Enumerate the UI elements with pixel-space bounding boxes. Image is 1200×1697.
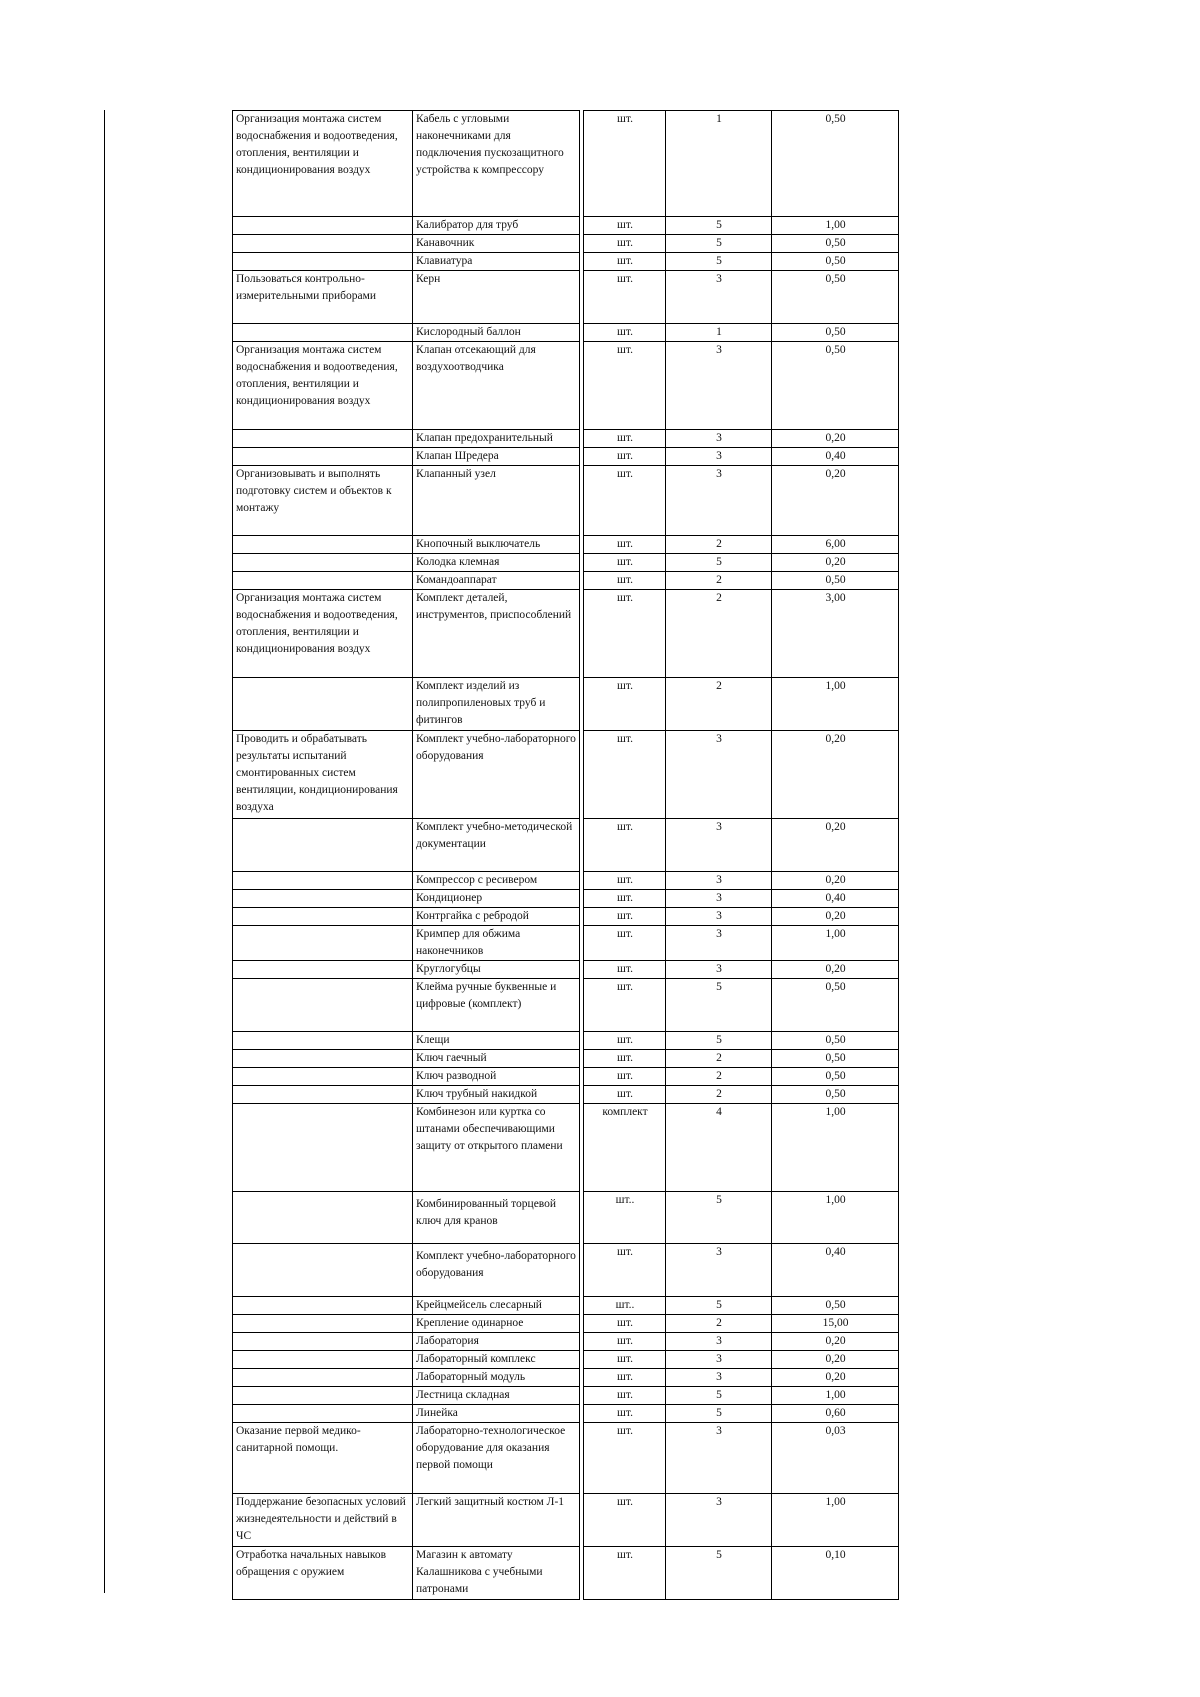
item-name-cell: Крепление одинарное [413, 1315, 580, 1333]
table-row [233, 731, 899, 819]
table-row [233, 908, 899, 926]
unit-cell: шт. [584, 1333, 666, 1351]
activity-cell [233, 217, 413, 235]
item-name-cell: Комплект изделий из полипропиленовых труб и фитингов [413, 678, 580, 731]
unit-cell: шт. [584, 342, 666, 430]
table-row [233, 979, 899, 1032]
quantity-cell: 3 [666, 466, 772, 536]
quantity-cell: 3 [666, 342, 772, 430]
unit-cell: шт. [584, 731, 666, 819]
table-row [233, 1192, 899, 1244]
item-name-cell: Канавочник [413, 235, 580, 253]
norm-cell: 6,00 [772, 536, 899, 554]
unit-cell: шт. [584, 554, 666, 572]
quantity-cell: 3 [666, 961, 772, 979]
norm-cell: 0,20 [772, 1369, 899, 1387]
activity-cell: Поддержание безопасных условий жизнедеятельности и действий в ЧС [233, 1494, 413, 1547]
table-row [233, 217, 899, 235]
quantity-cell: 2 [666, 536, 772, 554]
item-name-cell: Клапанный узел [413, 466, 580, 536]
table-row [233, 1494, 899, 1547]
norm-cell: 0,20 [772, 1333, 899, 1351]
quantity-cell: 2 [666, 1050, 772, 1068]
unit-cell: шт. [584, 590, 666, 678]
norm-cell: 0,40 [772, 890, 899, 908]
quantity-cell: 3 [666, 1351, 772, 1369]
table-row [233, 536, 899, 554]
table-row [233, 590, 899, 678]
quantity-cell: 3 [666, 890, 772, 908]
norm-cell: 0,20 [772, 872, 899, 890]
table-row [233, 1104, 899, 1192]
table-row [233, 554, 899, 572]
activity-cell: Организовывать и выполнять подготовку систем и объектов к монтажу [233, 466, 413, 536]
quantity-cell: 5 [666, 1192, 772, 1244]
item-name-cell: Комплект учебно-методической документации [413, 819, 580, 872]
table-row [233, 1086, 899, 1104]
unit-cell: шт. [584, 819, 666, 872]
quantity-cell: 3 [666, 1494, 772, 1547]
activity-cell: Организация монтажа систем водоснабжения и водоотведения, отопления, вентиляции и кондиционирования воздух [233, 342, 413, 430]
unit-cell: шт. [584, 235, 666, 253]
unit-cell: шт. [584, 1494, 666, 1547]
unit-cell: шт.. [584, 1297, 666, 1315]
item-name-cell: Комбинированный торцевой ключ для кранов [413, 1192, 580, 1244]
quantity-cell: 3 [666, 271, 772, 324]
item-name-cell: Лабораторно-технологическое оборудование для оказания первой помощи [413, 1423, 580, 1494]
table-row [233, 271, 899, 324]
activity-cell [233, 324, 413, 342]
norm-cell: 0,20 [772, 819, 899, 872]
quantity-cell: 3 [666, 1369, 772, 1387]
item-name-cell: Крейцмейсель слесарный [413, 1297, 580, 1315]
norm-cell: 0,20 [772, 961, 899, 979]
table-row [233, 1369, 899, 1387]
item-name-cell: Контргайка с ребродой [413, 908, 580, 926]
item-name-cell: Кримпер для обжима наконечников [413, 926, 580, 961]
activity-cell [233, 1369, 413, 1387]
activity-cell [233, 1244, 413, 1297]
norm-cell: 0,50 [772, 235, 899, 253]
table-row [233, 1244, 899, 1297]
activity-cell [233, 1351, 413, 1369]
norm-cell: 1,00 [772, 1387, 899, 1405]
activity-cell [233, 554, 413, 572]
norm-cell: 3,00 [772, 590, 899, 678]
activity-cell [233, 1050, 413, 1068]
unit-cell: шт. [584, 430, 666, 448]
activity-cell [233, 1086, 413, 1104]
activity-cell [233, 872, 413, 890]
item-name-cell: Лабораторный модуль [413, 1369, 580, 1387]
unit-cell: шт. [584, 1315, 666, 1333]
activity-cell [233, 1192, 413, 1244]
unit-cell: шт. [584, 908, 666, 926]
norm-cell: 0,20 [772, 430, 899, 448]
item-name-cell: Комплект учебно-лабораторного оборудования [413, 1244, 580, 1297]
item-name-cell: Ключ разводной [413, 1068, 580, 1086]
norm-cell: 0,20 [772, 554, 899, 572]
unit-cell: шт. [584, 111, 666, 217]
quantity-cell: 3 [666, 872, 772, 890]
unit-cell: шт. [584, 572, 666, 590]
item-name-cell: Клапан отсекающий для воздухоотводчика [413, 342, 580, 430]
quantity-cell: 2 [666, 572, 772, 590]
norm-cell: 0,40 [772, 1244, 899, 1297]
activity-cell [233, 572, 413, 590]
unit-cell: шт. [584, 1351, 666, 1369]
item-name-cell: Калибратор для труб [413, 217, 580, 235]
activity-cell: Оказание первой медико-санитарной помощи. [233, 1423, 413, 1494]
unit-cell: шт. [584, 1405, 666, 1423]
quantity-cell: 2 [666, 1068, 772, 1086]
table-row [233, 572, 899, 590]
quantity-cell: 5 [666, 1297, 772, 1315]
unit-cell: шт. [584, 1547, 666, 1600]
norm-cell: 0,50 [772, 111, 899, 217]
quantity-cell: 5 [666, 253, 772, 271]
norm-cell: 1,00 [772, 1494, 899, 1547]
norm-cell: 0,50 [772, 1297, 899, 1315]
unit-cell: шт. [584, 1068, 666, 1086]
item-name-cell: Клапан предохранительный [413, 430, 580, 448]
quantity-cell: 5 [666, 217, 772, 235]
table-row [233, 678, 899, 731]
unit-cell: шт. [584, 217, 666, 235]
equipment-table [232, 110, 899, 1600]
item-name-cell: Колодка клемная [413, 554, 580, 572]
norm-cell: 0,50 [772, 253, 899, 271]
unit-cell: шт. [584, 1387, 666, 1405]
table-body [233, 111, 899, 1600]
quantity-cell: 3 [666, 819, 772, 872]
item-name-cell: Лаборатория [413, 1333, 580, 1351]
norm-cell: 0,40 [772, 448, 899, 466]
margin-rule [104, 110, 105, 1593]
item-name-cell: Клавиатура [413, 253, 580, 271]
item-name-cell: Легкий защитный костюм Л-1 [413, 1494, 580, 1547]
table-row [233, 1068, 899, 1086]
norm-cell: 0,50 [772, 1086, 899, 1104]
norm-cell: 0,50 [772, 1068, 899, 1086]
item-name-cell: Лестница складная [413, 1387, 580, 1405]
norm-cell: 1,00 [772, 678, 899, 731]
table-row [233, 466, 899, 536]
quantity-cell: 5 [666, 1387, 772, 1405]
item-name-cell: Круглогубцы [413, 961, 580, 979]
quantity-cell: 1 [666, 111, 772, 217]
table-row [233, 342, 899, 430]
quantity-cell: 5 [666, 1405, 772, 1423]
item-name-cell: Клейма ручные буквенные и цифровые (комплект) [413, 979, 580, 1032]
norm-cell: 0,20 [772, 1351, 899, 1369]
item-name-cell: Ключ гаечный [413, 1050, 580, 1068]
norm-cell: 1,00 [772, 1104, 899, 1192]
table-row [233, 448, 899, 466]
item-name-cell: Линейка [413, 1405, 580, 1423]
unit-cell: шт. [584, 1369, 666, 1387]
activity-cell [233, 819, 413, 872]
table-row [233, 1351, 899, 1369]
table-row [233, 1423, 899, 1494]
norm-cell: 0,20 [772, 466, 899, 536]
norm-cell: 0,10 [772, 1547, 899, 1600]
item-name-cell: Лабораторный комплекс [413, 1351, 580, 1369]
norm-cell: 15,00 [772, 1315, 899, 1333]
activity-cell [233, 678, 413, 731]
item-name-cell: Кислородный баллон [413, 324, 580, 342]
activity-cell: Отработка начальных навыков обращения с оружием [233, 1547, 413, 1600]
quantity-cell: 2 [666, 1315, 772, 1333]
table-row [233, 1547, 899, 1600]
norm-cell: 0,03 [772, 1423, 899, 1494]
norm-cell: 0,60 [772, 1405, 899, 1423]
quantity-cell: 3 [666, 1244, 772, 1297]
table-row [233, 430, 899, 448]
quantity-cell: 5 [666, 554, 772, 572]
activity-cell [233, 961, 413, 979]
activity-cell: Проводить и обрабатывать результаты испытаний смонтированных систем вентиляции, кондиционирования воздуха [233, 731, 413, 819]
quantity-cell: 5 [666, 979, 772, 1032]
table-row [233, 1387, 899, 1405]
unit-cell: шт. [584, 448, 666, 466]
table-row [233, 961, 899, 979]
quantity-cell: 3 [666, 1333, 772, 1351]
unit-cell: шт. [584, 271, 666, 324]
table-row [233, 1315, 899, 1333]
norm-cell: 0,50 [772, 572, 899, 590]
activity-cell [233, 1104, 413, 1192]
quantity-cell: 5 [666, 235, 772, 253]
quantity-cell: 3 [666, 448, 772, 466]
activity-cell: Организация монтажа систем водоснабжения и водоотведения, отопления, вентиляции и кондиционирования воздух [233, 590, 413, 678]
activity-cell [233, 1387, 413, 1405]
norm-cell: 0,50 [772, 324, 899, 342]
table-row [233, 111, 899, 217]
norm-cell: 0,20 [772, 908, 899, 926]
table-row [233, 1050, 899, 1068]
quantity-cell: 3 [666, 1423, 772, 1494]
item-name-cell: Комплект деталей, инструментов, приспособлений [413, 590, 580, 678]
unit-cell: шт. [584, 890, 666, 908]
table-row [233, 1333, 899, 1351]
item-name-cell: Комбинезон или куртка со штанами обеспечивающими защиту от открытого пламени [413, 1104, 580, 1192]
activity-cell [233, 1297, 413, 1315]
activity-cell [233, 1032, 413, 1050]
table-row [233, 324, 899, 342]
norm-cell: 0,50 [772, 1032, 899, 1050]
item-name-cell: Керн [413, 271, 580, 324]
item-name-cell: Командоаппарат [413, 572, 580, 590]
quantity-cell: 3 [666, 908, 772, 926]
table-row [233, 235, 899, 253]
quantity-cell: 3 [666, 430, 772, 448]
unit-cell: шт. [584, 1086, 666, 1104]
item-name-cell: Компрессор с ресивером [413, 872, 580, 890]
activity-cell [233, 253, 413, 271]
table-row [233, 1405, 899, 1423]
table-row [233, 1032, 899, 1050]
item-name-cell: Кабель с угловыми наконечниками для подключения пускозащитного устройства к компрессору [413, 111, 580, 217]
table-row [233, 819, 899, 872]
activity-cell [233, 536, 413, 554]
activity-cell [233, 1315, 413, 1333]
unit-cell: шт. [584, 324, 666, 342]
quantity-cell: 2 [666, 1086, 772, 1104]
unit-cell: шт. [584, 1050, 666, 1068]
item-name-cell: Кондиционер [413, 890, 580, 908]
unit-cell: шт. [584, 466, 666, 536]
table-row [233, 253, 899, 271]
quantity-cell: 2 [666, 678, 772, 731]
quantity-cell: 5 [666, 1547, 772, 1600]
item-name-cell: Комплект учебно-лабораторного оборудования [413, 731, 580, 819]
unit-cell: шт. [584, 926, 666, 961]
norm-cell: 0,20 [772, 731, 899, 819]
activity-cell [233, 979, 413, 1032]
activity-cell [233, 908, 413, 926]
unit-cell: комплект [584, 1104, 666, 1192]
table-row [233, 872, 899, 890]
quantity-cell: 3 [666, 731, 772, 819]
quantity-cell: 4 [666, 1104, 772, 1192]
unit-cell: шт. [584, 961, 666, 979]
activity-cell [233, 926, 413, 961]
item-name-cell: Клапан Шредера [413, 448, 580, 466]
activity-cell: Пользоваться контрольно-измерительными приборами [233, 271, 413, 324]
unit-cell: шт. [584, 979, 666, 1032]
activity-cell [233, 1405, 413, 1423]
activity-cell [233, 890, 413, 908]
table-row [233, 926, 899, 961]
item-name-cell: Клещи [413, 1032, 580, 1050]
norm-cell: 0,50 [772, 342, 899, 430]
norm-cell: 0,50 [772, 1050, 899, 1068]
norm-cell: 0,50 [772, 979, 899, 1032]
quantity-cell: 3 [666, 926, 772, 961]
norm-cell: 1,00 [772, 217, 899, 235]
activity-cell [233, 1333, 413, 1351]
table-row [233, 890, 899, 908]
unit-cell: шт. [584, 536, 666, 554]
unit-cell: шт.. [584, 1192, 666, 1244]
item-name-cell: Ключ трубный накидкой [413, 1086, 580, 1104]
unit-cell: шт. [584, 678, 666, 731]
quantity-cell: 2 [666, 590, 772, 678]
unit-cell: шт. [584, 1032, 666, 1050]
activity-cell [233, 430, 413, 448]
unit-cell: шт. [584, 253, 666, 271]
norm-cell: 1,00 [772, 1192, 899, 1244]
item-name-cell: Кнопочный выключатель [413, 536, 580, 554]
table-row [233, 1297, 899, 1315]
unit-cell: шт. [584, 872, 666, 890]
unit-cell: шт. [584, 1423, 666, 1494]
item-name-cell: Магазин к автомату Калашникова с учебными патронами [413, 1547, 580, 1600]
quantity-cell: 1 [666, 324, 772, 342]
activity-cell [233, 235, 413, 253]
activity-cell: Организация монтажа систем водоснабжения и водоотведения, отопления, вентиляции и кондиционирования воздух [233, 111, 413, 217]
activity-cell [233, 1068, 413, 1086]
unit-cell: шт. [584, 1244, 666, 1297]
norm-cell: 0,50 [772, 271, 899, 324]
quantity-cell: 5 [666, 1032, 772, 1050]
norm-cell: 1,00 [772, 926, 899, 961]
activity-cell [233, 448, 413, 466]
